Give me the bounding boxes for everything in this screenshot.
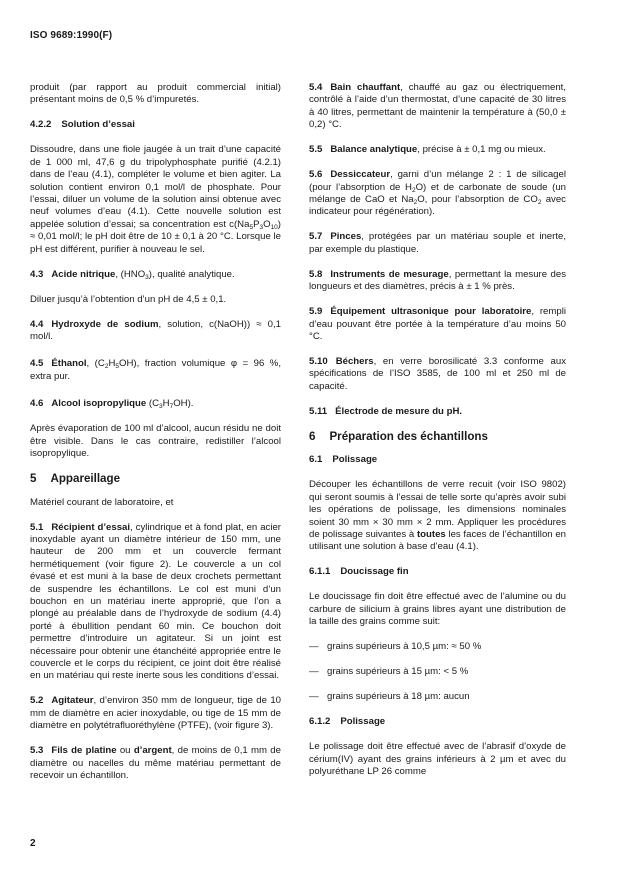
section-title: Fils de platine	[51, 745, 117, 757]
section-4-3-body: Diluer jusqu’à l’obtention d’un pH de 4,5 ± 0,1.	[30, 293, 227, 305]
section-4-6	[30, 398, 281, 410]
section-title: Équipement ultrasonique pour laboratoire	[330, 306, 532, 318]
section-6-1-1-heading	[309, 566, 566, 578]
subscript: 5	[115, 363, 119, 371]
section-number: 5.10	[309, 356, 328, 368]
subscript: 3	[159, 403, 163, 411]
right-column	[309, 82, 566, 791]
page-number: 2	[30, 838, 36, 849]
text: avec indicateur pour régénération).	[309, 194, 566, 218]
section-5-10	[309, 356, 566, 393]
section-6-heading	[309, 431, 566, 443]
section-5-5	[309, 144, 566, 156]
text: , cylindrique et à fond plat, en acier inoxydable ayant un diamètre intérieur de 150 mm, une hauteur de 200 mm et un couvercle fermant hermétiquement (voir figure 2). Le couvercle a un col évasé et est muni à la base de deux crochets permettant de suspendre les échantillons. Le col est muni d’un bouchon en un matériau inerte approprié, que l’on a plongé au préalable dans de l’hydroxyde de sodium (4.4) porté à ébullition pendant 60 min. Ce bouchon doit permettre d’introduire un agitateur. Si un joint est nécessaire pour obtenir une étanchéité appropriée entre le couvercle et le corps du récipient, ce joint doit être réalisé en un matériau qui reste inerte sous les conditions d’essai.	[30, 521, 281, 682]
section-4-3	[30, 269, 281, 281]
section-title: Béchers	[335, 356, 374, 368]
section-title: Polissage	[332, 454, 378, 466]
text: OH).	[173, 398, 194, 410]
section-5-6	[309, 169, 566, 219]
section-number: 5.1	[30, 521, 44, 533]
section-title: Instruments de mesurage	[330, 268, 449, 280]
section-number: 5	[30, 472, 37, 486]
section-number: 5.3	[30, 745, 44, 757]
section-title: Appareillage	[50, 472, 121, 486]
section-title: d’argent	[133, 745, 172, 757]
section-5-11	[309, 406, 566, 418]
section-title: Solution d’essai	[61, 119, 135, 131]
section-6-1-2-heading	[309, 716, 566, 728]
section-5-4	[309, 82, 566, 132]
left-column	[30, 82, 281, 795]
subscript: 2	[104, 363, 109, 371]
paragraph-intro: produit (par rapport au produit commercial initial) présentant moins de 0,5 % d’impuretés.	[30, 82, 281, 106]
text: OH), fraction volumique φ = 96 %, extra pur.	[30, 358, 281, 382]
section-title: Hydroxyde de sodium	[51, 318, 159, 330]
section-number: 5.4	[309, 82, 323, 93]
text: ou	[116, 745, 134, 757]
text: , en verre borosilicaté 3.3 conforme aux spécifications de l’ISO 3585, de 100 ml et 250 ml de capacité.	[309, 356, 566, 392]
section-number: 5.6	[309, 169, 323, 181]
emphasis: toutes	[416, 528, 446, 540]
subscript: 2	[537, 199, 542, 207]
section-4-4	[30, 319, 281, 344]
section-number: 5.2	[30, 695, 44, 707]
section-title: Doucissage fin	[340, 566, 409, 578]
section-6-1-1-body: Le doucissage fin doit être effectué avec de l’alumine ou du carbure de silicium à grains libres ayant une distribution de la taille des grains comme suit:	[309, 591, 566, 628]
text: , (HNO	[115, 268, 146, 280]
section-title: Éthanol	[51, 358, 87, 370]
list-item	[309, 666, 566, 678]
section-5-7	[309, 231, 566, 256]
section-number: 5.11	[309, 405, 328, 417]
section-5-1	[30, 522, 281, 683]
text: , permettant la mesure des longueurs et des diamètres, précis à ± 1 % près.	[309, 268, 566, 293]
text: H	[108, 358, 116, 370]
section-5-9	[309, 306, 566, 343]
text: H	[162, 398, 170, 410]
section-title: Balance analytique	[330, 144, 418, 156]
section-number: 6.1.1	[309, 566, 331, 578]
section-number: 4.6	[30, 398, 44, 410]
section-number: 5.7	[309, 231, 323, 243]
list-item	[309, 691, 566, 703]
section-number: 6	[309, 429, 316, 443]
section-4-2-2-body	[30, 144, 281, 256]
section-title: Dessiccateur	[330, 169, 391, 181]
text: , protégées par un matériau souple et inerte, par exemple du plastique.	[309, 231, 566, 255]
subscript: 2	[411, 186, 416, 194]
section-5-3	[30, 745, 281, 782]
section-number: 5.8	[309, 268, 323, 280]
section-title: Alcool isopropylique	[51, 398, 147, 410]
section-number: 5.5	[309, 144, 323, 156]
subscript: 5	[249, 223, 254, 231]
subscript: 7	[169, 403, 174, 411]
section-number: 6.1.2	[309, 716, 331, 728]
text: O) et de carbonate de soude (un mélange de CaO et Na	[309, 181, 566, 206]
subscript: 3	[145, 273, 149, 281]
text: les faces de l’échantillon en utilisant une solution à base d’eau (4.1).	[309, 528, 567, 553]
text: ) ≈ 0,01 mol/l; le pH doit être de 10 ± 0,1 à 20 °C. Lorsque le pH est différent, purifier à nouveau le sel.	[30, 218, 281, 255]
section-5-2	[30, 695, 281, 732]
section-4-5	[30, 358, 281, 383]
text: , de moins de 0,1 mm de diamètre ou nacelles du même matériau permettant de recevoir un échantillon.	[30, 745, 281, 781]
text: P	[253, 218, 260, 230]
section-5-8	[309, 269, 566, 294]
section-title: Préparation des échantillons	[329, 429, 488, 443]
text: , garni d’un mélange 2 : 1 de silicagel (pour l’absorption de H	[309, 169, 566, 193]
section-5-heading	[30, 473, 281, 485]
text: , précise à ± 0,1 mg ou mieux.	[417, 144, 546, 156]
section-5-intro: Matériel courant de laboratoire, et	[30, 496, 174, 508]
section-title: Bain chauffant	[330, 82, 401, 93]
subscript: 2	[413, 199, 418, 207]
text: Découper les échantillons de verre recuit (voir ISO 9802) qui seront soumis à l’essai de telle sorte qu’après avoir subi les opérations de polissage, les dimensions nominales soient 30 mm × 30 mm × 2 mm. Appliquer les procédures de polissage suivantes à	[309, 479, 566, 540]
section-6-1-heading	[309, 454, 566, 466]
section-title: Électrode de mesure du pH.	[335, 405, 463, 417]
section-title: Agitateur	[51, 695, 94, 707]
text: O, pour l’absorption de CO	[417, 194, 538, 206]
section-title: Récipient d’essai	[51, 521, 131, 533]
text: O	[263, 218, 271, 230]
text: , chauffé au gaz ou électriquement, contrôlé à l’aide d’un thermostat, d’une capacité de 30 litres à 40 litres, permettant de maintenir la température à (50,0 ± 0,2) °C.	[309, 82, 566, 131]
text: ), qualité analytique.	[148, 268, 235, 280]
section-number: 4.3	[30, 268, 44, 280]
section-number: 5.9	[309, 306, 323, 318]
section-number: 6.1	[309, 454, 323, 466]
section-4-2-2-heading	[30, 119, 281, 131]
text: , (C	[86, 358, 105, 370]
list-item	[309, 641, 566, 653]
dash-bullet: —	[309, 666, 319, 678]
text: , rempli d’eau pouvant être portée à la température d’au moins 50 °C.	[309, 306, 566, 343]
document-header: ISO 9689:1990(F)	[30, 30, 113, 41]
dash-bullet: —	[309, 641, 319, 653]
list-item-text: grains supérieurs à 18 µm: aucun	[327, 691, 470, 703]
section-title: Pinces	[330, 231, 362, 243]
subscript: 10	[270, 223, 278, 231]
list-item-text: grains supérieurs à 15 µm: < 5 %	[327, 666, 469, 678]
text: Dissoudre, dans une fiole jaugée à un trait d’une capacité de 1 000 ml, 47,6 g du tripolyphosphate purifié (4.2.1) dans de l’eau (4.1), compléter le volume et bien agiter. La solution contient environ 0,1 mol/l de phosphate. Pour l’essai, diluer un volume de la solution ainsi obtenue avec neuf volumes d’eau (4.1). Cette nouvelle solution est appelée solution d’essai; sa concentration est c(Na	[30, 144, 281, 230]
section-number: 4.2.2	[30, 119, 52, 131]
section-number: 4.5	[30, 358, 44, 370]
section-6-1-body	[309, 479, 566, 553]
section-title: Acide nitrique	[51, 268, 116, 280]
text: (C	[146, 398, 160, 410]
section-6-1-2-body: Le polissage doit être effectué avec de l’abrasif d’oxyde de cérium(IV) ayant des grains inférieurs à 2 µm et avec du polyuréthane LP 26 comme	[309, 741, 566, 777]
list-item-text: grains supérieurs à 10,5 µm: ≈ 50 %	[327, 641, 482, 653]
subscript: 3	[259, 223, 264, 231]
section-title: Polissage	[340, 716, 386, 728]
dash-bullet: —	[309, 691, 319, 703]
section-4-6-body: Après évaporation de 100 ml d’alcool, aucun résidu ne doit être visible. Dans le cas contraire, redistiller l’alcool isopropylique.	[30, 423, 281, 460]
section-number: 4.4	[30, 318, 44, 330]
text: , solution, c(NaOH)) ≈ 0,1 mol/l.	[30, 318, 281, 343]
text: , d’environ 350 mm de longueur, tige de 10 mm de diamètre en acier inoxydable, ou tige de 15 mm de diamètre en polytétrafluoréthylène (PTFE), (voir figure 3).	[30, 695, 281, 732]
